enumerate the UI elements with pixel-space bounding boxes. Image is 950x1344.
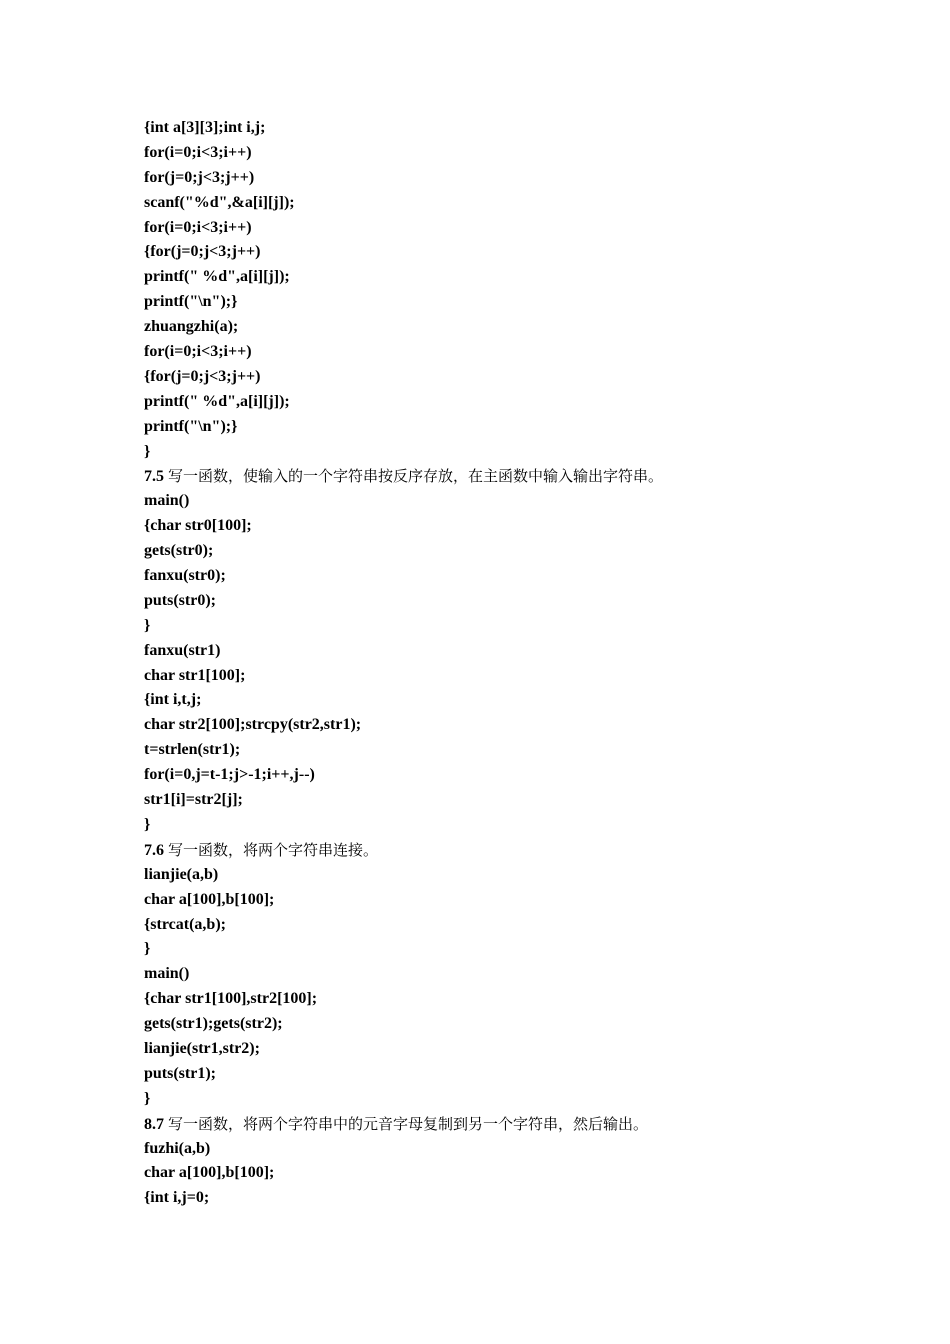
code-line [144, 813, 904, 838]
code-line [144, 116, 904, 141]
code-text: str1[i]=str2[j]; [144, 791, 243, 809]
code-line [144, 514, 904, 539]
code-text: t=strlen(str1); [144, 741, 241, 759]
code-line [144, 191, 904, 216]
exercise-number: 7.5 [144, 468, 164, 486]
code-line [144, 664, 904, 689]
code-text: } [144, 616, 151, 634]
code-text: puts(str1); [144, 1064, 216, 1082]
code-line [144, 390, 904, 415]
code-line [144, 315, 904, 340]
code-line [144, 564, 904, 589]
code-text: {char str1[100],str2[100]; [144, 990, 318, 1008]
code-listing [144, 116, 904, 1211]
code-line [144, 1186, 904, 1211]
code-text: printf("\n");} [144, 417, 238, 435]
code-text: {strcat(a,b); [144, 915, 226, 933]
exercise-heading [144, 838, 904, 863]
code-text: } [144, 442, 151, 460]
code-text: for(i=0;i<3;i++) [144, 143, 252, 161]
exercise-description: 写一函数，将两个字符串中的元音字母复制到另一个字符串，然后输出。 [168, 1114, 649, 1133]
code-line [144, 788, 904, 813]
code-line [144, 763, 904, 788]
code-text: {for(j=0;j<3;j++) [144, 243, 261, 261]
code-line [144, 290, 904, 315]
code-line [144, 240, 904, 265]
code-line [144, 688, 904, 713]
code-line [144, 489, 904, 514]
code-text: char a[100],b[100]; [144, 1164, 275, 1182]
code-text: for(i=0;i<3;i++) [144, 343, 252, 361]
code-text: for(i=0;i<3;i++) [144, 218, 252, 236]
code-text: fanxu(str1) [144, 641, 221, 659]
code-text: {int a[3][3];int i,j; [144, 119, 266, 136]
exercise-number: 7.6 [144, 841, 164, 859]
code-text: printf("\n");} [144, 293, 238, 311]
code-text: gets(str1);gets(str2); [144, 1015, 283, 1033]
code-text: } [144, 1089, 151, 1107]
code-line [144, 888, 904, 913]
code-line [144, 415, 904, 440]
code-line [144, 614, 904, 639]
code-line [144, 1161, 904, 1186]
code-text: puts(str0); [144, 591, 216, 609]
code-text: main() [144, 492, 190, 510]
code-line [144, 713, 904, 738]
code-text: printf(" %d",a[i][j]); [144, 268, 290, 286]
code-line [144, 539, 904, 564]
code-text: char str1[100]; [144, 666, 246, 684]
code-line [144, 1037, 904, 1062]
code-line [144, 265, 904, 290]
code-line [144, 340, 904, 365]
code-line [144, 913, 904, 938]
code-line [144, 141, 904, 166]
code-line [144, 738, 904, 763]
code-text: for(j=0;j<3;j++) [144, 168, 255, 186]
code-line [144, 1062, 904, 1087]
exercise-heading [144, 464, 904, 489]
code-line [144, 1137, 904, 1162]
exercise-heading [144, 1112, 904, 1137]
code-line [144, 962, 904, 987]
code-text: {int i,t,j; [144, 691, 202, 709]
code-text: scanf("%d",&a[i][j]); [144, 193, 295, 211]
code-text: gets(str0); [144, 542, 214, 560]
code-text: lianjie(a,b) [144, 865, 219, 883]
code-line [144, 216, 904, 241]
code-line [144, 589, 904, 614]
code-text: {int i,j=0; [144, 1189, 210, 1207]
code-text: lianjie(str1,str2); [144, 1039, 260, 1057]
code-line [144, 863, 904, 888]
code-text: fuzhi(a,b) [144, 1139, 211, 1157]
code-text: zhuangzhi(a); [144, 318, 239, 336]
code-text: } [144, 940, 151, 958]
code-line [144, 440, 904, 465]
exercise-description: 写一函数，使输入的一个字符串按反序存放，在主函数中输入输出字符串。 [168, 467, 664, 486]
code-line [144, 1087, 904, 1112]
code-text: char a[100],b[100]; [144, 890, 275, 908]
code-text: for(i=0,j=t-1;j>-1;i++,j--) [144, 766, 315, 784]
code-text: } [144, 815, 151, 833]
code-line [144, 639, 904, 664]
code-line [144, 166, 904, 191]
code-line [144, 365, 904, 390]
code-text: {char str0[100]; [144, 517, 252, 535]
code-text: fanxu(str0); [144, 567, 226, 585]
code-text: main() [144, 965, 190, 983]
code-line [144, 1012, 904, 1037]
code-text: {for(j=0;j<3;j++) [144, 367, 261, 385]
exercise-description: 写一函数，将两个字符串连接。 [168, 840, 379, 859]
code-line [144, 987, 904, 1012]
exercise-number: 8.7 [144, 1115, 164, 1133]
code-text: printf(" %d",a[i][j]); [144, 392, 290, 410]
code-text: char str2[100];strcpy(str2,str1); [144, 716, 362, 734]
code-line [144, 937, 904, 962]
